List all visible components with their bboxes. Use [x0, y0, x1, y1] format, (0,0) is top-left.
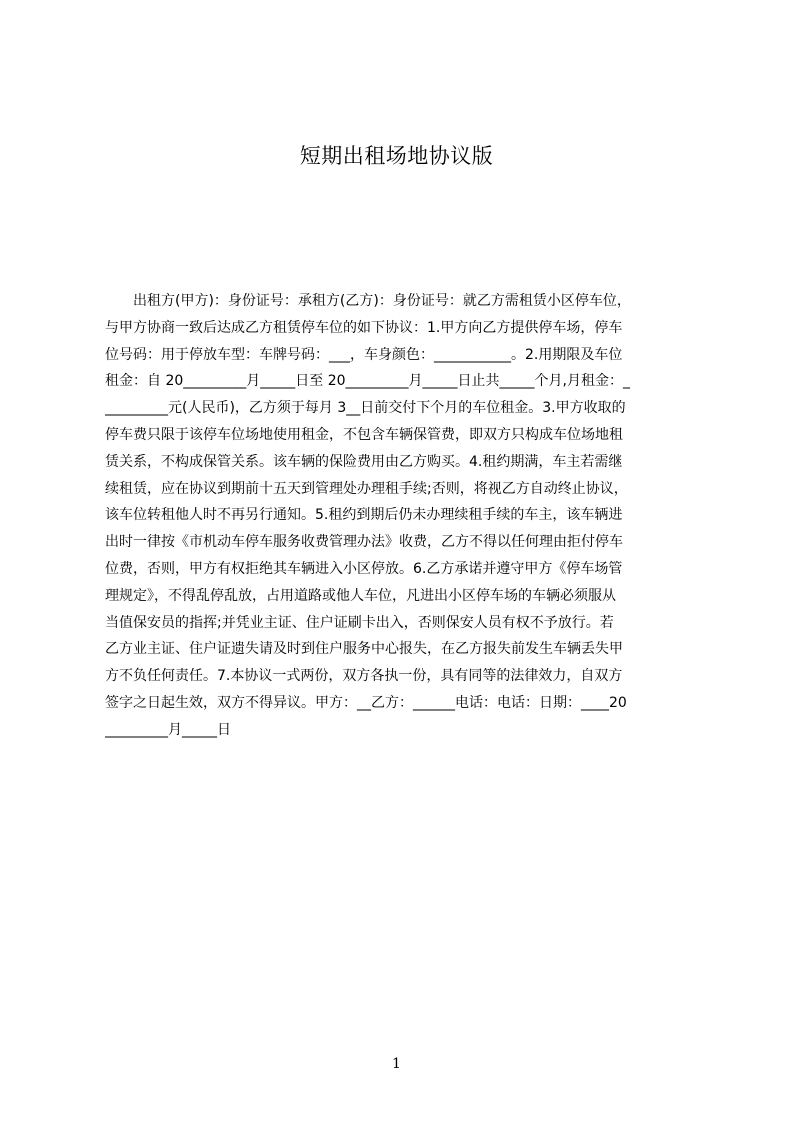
body-line: 乙方业主证、住户证遗失请及时到住户服务中心报失，在乙方报失前发生车辆丢失甲	[105, 641, 623, 658]
body-line: _________月_____日	[105, 721, 231, 738]
body-line: 签字之日起生效，双方不得异议。甲方：__乙方：______电话：电话：日期：____20	[105, 694, 627, 711]
body-line: 位号码：用于停放车型：车牌号码：___，车身颜色：___________。2.用期限及车位	[105, 346, 623, 363]
body-line: 与甲方协商一致后达成乙方租赁停车位的如下协议：1.甲方向乙方提供停车场，停车	[105, 319, 623, 336]
page-number: 1	[392, 1056, 401, 1072]
body-line: 续租赁，应在协议到期前十五天到管理处办理租手续;否则，将视乙方自动终止协议，	[105, 480, 628, 497]
body-line: 方不负任何责任。7.本协议一式两份，双方各执一份，具有同等的法律效力，自双方	[105, 668, 623, 685]
body-line: 出租方(甲方)：身份证号：承租方(乙方)：身份证号：就乙方需租赁小区停车位，	[105, 293, 631, 309]
body-line: 出时一律按《市机动车停车服务收费管理办法》收费，乙方不得以任何理由拒付停车	[105, 534, 623, 551]
body-line: 停车费只限于该停车位场地使用租金，不包含车辆保管费，即双方只构成车位场地租	[105, 426, 623, 443]
body-line: 位费，否则，甲方有权拒绝其车辆进入小区停放。6.乙方承诺并遵守甲方《停车场管	[105, 560, 623, 577]
body-line: 该车位转租他人时不再另行通知。5.租约到期后仍未办理续租手续的车主，该车辆进	[105, 507, 623, 524]
body-line: 理规定》，不得乱停乱放，占用道路或他人车位，凡进出小区停车场的车辆必须服从	[105, 587, 616, 604]
body-line: 当值保安员的指挥;并凭业主证、住户证刷卡出入，否则保安人员有权不予放行。若	[105, 614, 614, 631]
body-line: 租金：自 20_________月_____日至 20_________月_____日止共_____个月,月租金：_	[105, 373, 630, 390]
body-line: _________元(人民币)，乙方须于每月 3__日前交付下个月的车位租金。3.甲方收取的	[105, 400, 626, 417]
body-line: 赁关系，不构成保管关系。该车辆的保险费用由乙方购买。4.租约期满，车主若需继	[105, 453, 623, 470]
agreement-body	[105, 288, 699, 744]
document-title: 短期出租场地协议版	[299, 144, 494, 168]
